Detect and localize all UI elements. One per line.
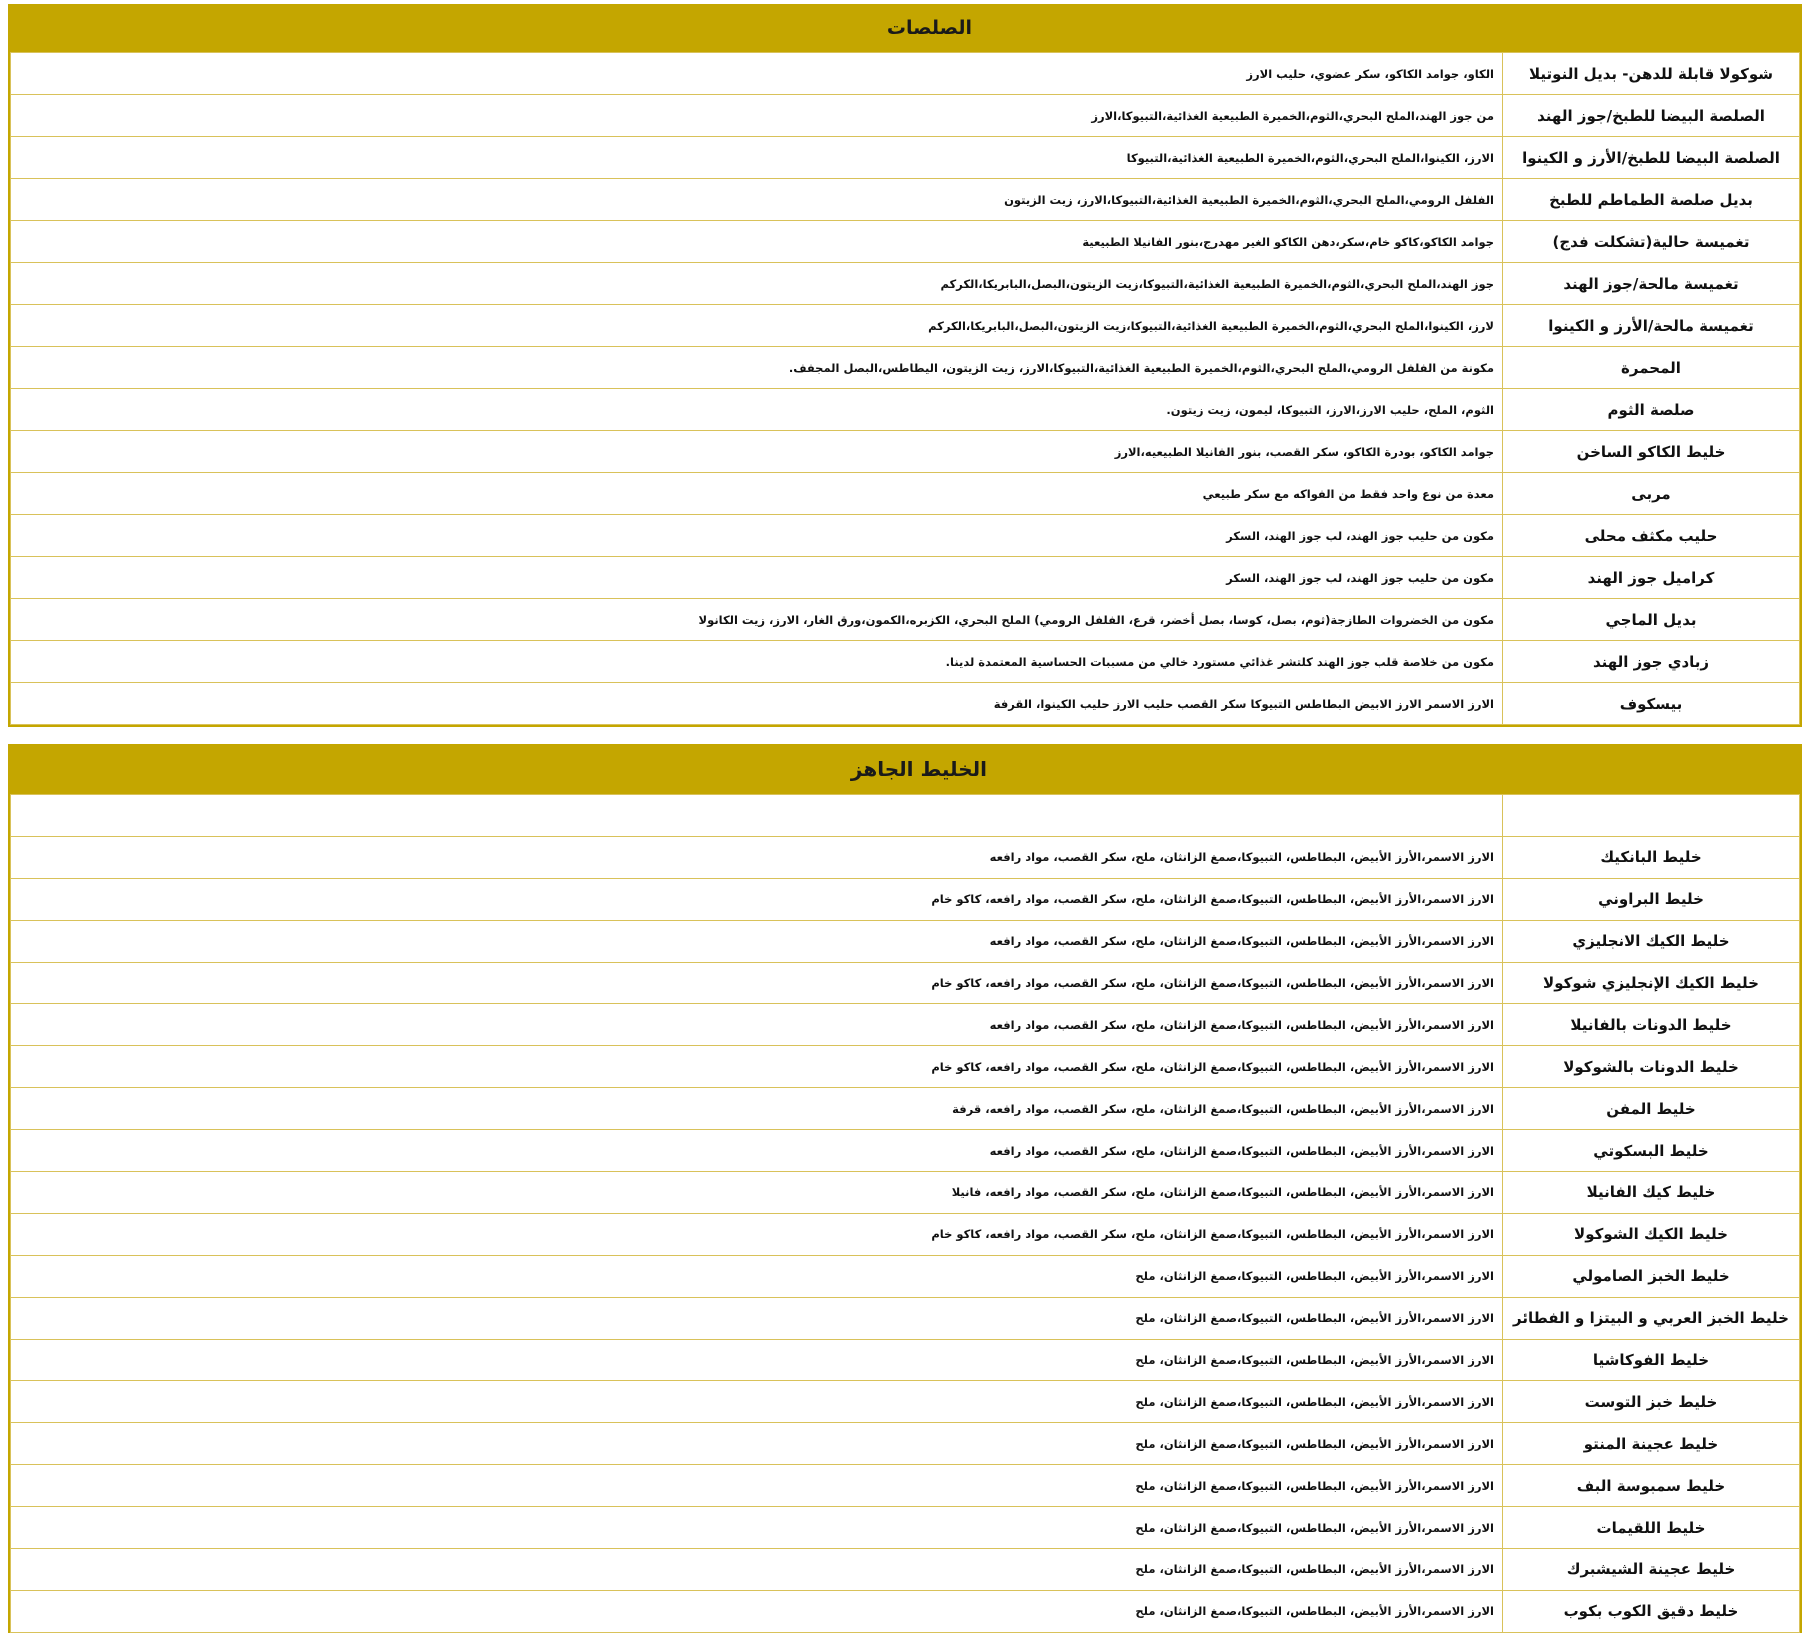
product-name-cell[interactable]: الصلصة البيضا للطبخ/جوز الهند	[1503, 95, 1800, 137]
product-name-cell[interactable]: المحمرة	[1503, 347, 1800, 389]
table-row	[11, 1549, 1800, 1591]
ingredients-cell[interactable]: الارز الاسمر،الأرز الأبيض، البطاطس، التبيوكا،صمغ الزانثان، ملح	[11, 1423, 1503, 1465]
product-name-cell[interactable]: خليط كيك الفانيلا	[1503, 1172, 1800, 1214]
product-name-cell[interactable]: خليط الدونات بالشوكولا	[1503, 1046, 1800, 1088]
table-row	[11, 1381, 1800, 1423]
product-name-cell[interactable]: تغميسة مالحة/جوز الهند	[1503, 263, 1800, 305]
product-name-cell[interactable]: خليط اللقيمات	[1503, 1507, 1800, 1549]
table-row	[11, 557, 1800, 599]
ingredients-cell[interactable]: الارز الاسمر،الأرز الأبيض، البطاطس، التبيوكا،صمغ الزانثان، ملح	[11, 1465, 1503, 1507]
table-row	[11, 878, 1800, 920]
ingredients-cell[interactable]: الارز الاسمر،الأرز الأبيض، البطاطس، التبيوكا،صمغ الزانثان، ملح، سكر القصب، مواد رافعه	[11, 1004, 1503, 1046]
ingredients-cell[interactable]: الارز الاسمر،الأرز الأبيض، البطاطس، التبيوكا،صمغ الزانثان، ملح، سكر القصب، مواد رافعه، كاكو خام	[11, 962, 1503, 1004]
ingredients-cell[interactable]: الارز الاسمر،الأرز الأبيض، البطاطس، التبيوكا،صمغ الزانثان، ملح، سكر القصب، مواد رافعه	[11, 1130, 1503, 1172]
ingredients-cell[interactable]: مكون من حليب جوز الهند، لب جوز الهند، السكر	[11, 515, 1503, 557]
ingredients-cell[interactable]: الارز الاسمر،الأرز الأبيض، البطاطس، التبيوكا،صمغ الزانثان، ملح، سكر القصب، مواد رافعه، كاكو خام	[11, 878, 1503, 920]
table-row	[11, 1507, 1800, 1549]
table-row	[11, 347, 1800, 389]
ready-mix-table	[8, 744, 1802, 1633]
ingredients-cell[interactable]: مكون من الخضروات الطازجة(ثوم، بصل، كوسا، بصل أخضر، قرع، الفلفل الرومي) الملح البحري، الكزبره،الكمون،ورق الغار، الارز، زيت الكانولا	[11, 599, 1503, 641]
ingredients-cell[interactable]: الارز الاسمر،الأرز الأبيض، البطاطس، التبيوكا،صمغ الزانثان، ملح	[11, 1590, 1503, 1632]
table-row	[11, 263, 1800, 305]
sauces-header	[8, 4, 1802, 52]
product-name-cell[interactable]: خليط عجينة المنتو	[1503, 1423, 1800, 1465]
table-row	[11, 1213, 1800, 1255]
ingredients-cell[interactable]	[11, 795, 1503, 837]
sauces-title: الصلصات	[886, 17, 972, 39]
product-name-cell[interactable]: خليط الفوكاشيا	[1503, 1339, 1800, 1381]
ingredients-cell[interactable]: معدة من نوع واحد فقط من الفواكه مع سكر طبيعي	[11, 473, 1503, 515]
table-row	[11, 1423, 1800, 1465]
ingredients-cell[interactable]: لارز، الكينوا،الملح البحري،الثوم،الخميرة الطبيعية الغذائية،التبيوكا،زيت الزيتون،البصل،البابريكا،الكركم	[11, 305, 1503, 347]
product-name-cell[interactable]	[1503, 795, 1800, 837]
ingredients-cell[interactable]: الارز الاسمر،الأرز الأبيض، البطاطس، التبيوكا،صمغ الزانثان، ملح	[11, 1507, 1503, 1549]
product-name-cell[interactable]: كراميل جوز الهند	[1503, 557, 1800, 599]
table-row	[11, 1339, 1800, 1381]
ready-mix-header	[8, 744, 1802, 794]
product-name-cell[interactable]: تغميسة حالية(تشكلت فدج)	[1503, 221, 1800, 263]
product-name-cell[interactable]: حليب مكثف محلى	[1503, 515, 1800, 557]
table-row	[11, 599, 1800, 641]
product-name-cell[interactable]: خليط المفن	[1503, 1088, 1800, 1130]
product-name-cell[interactable]: الصلصة البيضا للطبخ/الأرز و الكينوا	[1503, 137, 1800, 179]
table-row	[11, 95, 1800, 137]
ingredients-cell[interactable]: جوز الهند،الملح البحري،الثوم،الخميرة الطبيعية الغذائية،التبيوكا،زيت الزيتون،البصل،البابريكا،الكركم	[11, 263, 1503, 305]
product-name-cell[interactable]: خليط الخبز العربي و البيتزا و الفطائر	[1503, 1297, 1800, 1339]
table-row	[11, 221, 1800, 263]
product-name-cell[interactable]: بديل صلصة الطماطم للطبخ	[1503, 179, 1800, 221]
table-row	[11, 1297, 1800, 1339]
table-row	[11, 1088, 1800, 1130]
product-name-cell[interactable]: صلصة الثوم	[1503, 389, 1800, 431]
product-name-cell[interactable]: بديل الماجي	[1503, 599, 1800, 641]
sauces-rows	[11, 53, 1800, 725]
table-row	[11, 795, 1800, 837]
ingredients-cell[interactable]: الارز الاسمر،الأرز الأبيض، البطاطس، التبيوكا،صمغ الزانثان، ملح	[11, 1255, 1503, 1297]
ingredients-cell[interactable]: مكون من حليب جوز الهند، لب جوز الهند، السكر	[11, 557, 1503, 599]
table-row	[11, 305, 1800, 347]
product-name-cell[interactable]: خليط الكاكو الساخن	[1503, 431, 1800, 473]
ingredients-cell[interactable]: جوامد الكاكو،كاكو خام،سكر،دهن الكاكو الغير مهدرج،بنور الفانيلا الطبيعية	[11, 221, 1503, 263]
product-name-cell[interactable]: بيسكوف	[1503, 683, 1800, 725]
table-row	[11, 473, 1800, 515]
ingredients-cell[interactable]: الارز الاسمر،الأرز الأبيض، البطاطس، التبيوكا،صمغ الزانثان، ملح	[11, 1339, 1503, 1381]
table-row	[11, 1590, 1800, 1632]
ingredients-cell[interactable]: الثوم، الملح، حليب الارز،الارز، التبيوكا، ليمون، زيت زيتون.	[11, 389, 1503, 431]
ingredients-cell[interactable]: الارز الاسمر،الأرز الأبيض، البطاطس، التبيوكا،صمغ الزانثان، ملح، سكر القصب، مواد رافعه، كاكو خام	[11, 1213, 1503, 1255]
ingredients-cell[interactable]: الارز، الكينوا،الملح البحري،الثوم،الخميرة الطبيعية الغذائية،التبيوكا	[11, 137, 1503, 179]
ingredients-cell[interactable]: الكاو، جوامد الكاكو، سكر عضوي، حليب الارز	[11, 53, 1503, 95]
product-name-cell[interactable]: خليط الكيك الانجليزي	[1503, 920, 1800, 962]
table-row	[11, 431, 1800, 473]
product-name-cell[interactable]: تغميسة مالحة/الأرز و الكينوا	[1503, 305, 1800, 347]
table-row	[11, 641, 1800, 683]
table-row	[11, 137, 1800, 179]
product-name-cell[interactable]: خليط الكيك الإنجليزي شوكولا	[1503, 962, 1800, 1004]
product-name-cell[interactable]: خليط الخبز الصامولي	[1503, 1255, 1800, 1297]
table-row	[11, 179, 1800, 221]
product-name-cell[interactable]: خليط البراوني	[1503, 878, 1800, 920]
product-name-cell[interactable]: شوكولا قابلة للدهن- بديل النوتيلا	[1503, 53, 1800, 95]
ingredients-cell[interactable]: مكون من خلاصة قلب جوز الهند كلتشر غذائي مستورد خالي من مسببات الحساسية المعتمدة لدينا.	[11, 641, 1503, 683]
table-row	[11, 389, 1800, 431]
ingredients-cell[interactable]: الارز الاسمر،الأرز الأبيض، البطاطس، التبيوكا،صمغ الزانثان، ملح	[11, 1381, 1503, 1423]
table-row	[11, 962, 1800, 1004]
ingredients-cell[interactable]: الارز الاسمر،الأرز الأبيض، البطاطس، التبيوكا،صمغ الزانثان، ملح، سكر القصب، مواد رافعه، قرفة	[11, 1088, 1503, 1130]
table-row	[11, 1465, 1800, 1507]
table-row	[11, 920, 1800, 962]
product-name-cell[interactable]: خليط دقيق الكوب بكوب	[1503, 1590, 1800, 1632]
table-row	[11, 836, 1800, 878]
table-row	[11, 683, 1800, 725]
sauces-table	[8, 4, 1802, 727]
product-name-cell[interactable]: خليط الدونات بالفانيلا	[1503, 1004, 1800, 1046]
product-name-cell[interactable]: خليط عجينة الشيشبرك	[1503, 1549, 1800, 1591]
ingredients-cell[interactable]: الارز الاسمر الارز الابيض البطاطس التبيوكا سكر القصب حليب الارز حليب الكينوا، القرفة	[11, 683, 1503, 725]
product-name-cell[interactable]: زبادي جوز الهند	[1503, 641, 1800, 683]
ingredients-cell[interactable]: مكونة من الفلفل الرومي،الملح البحري،الثوم،الخميرة الطبيعية الغذائية،التبيوكا،الارز، زيت الزيتون، اليطاطس،البصل المجفف.	[11, 347, 1503, 389]
table-row	[11, 515, 1800, 557]
product-name-cell[interactable]: خليط خبز التوست	[1503, 1381, 1800, 1423]
ready-mix-title: الخليط الجاهز	[850, 757, 987, 781]
ready-mix-rows	[11, 795, 1800, 1633]
product-name-cell[interactable]: خليط سمبوسة البف	[1503, 1465, 1800, 1507]
product-name-cell[interactable]: خليط البسكوتي	[1503, 1130, 1800, 1172]
table-row	[11, 1130, 1800, 1172]
ingredients-cell[interactable]: الفلفل الرومي،الملح البحري،الثوم،الخميرة الطبيعية الغذائية،التبيوكا،الارز، زيت الزيتون	[11, 179, 1503, 221]
ingredients-cell[interactable]: جوامد الكاكو، بودرة الكاكو، سكر القصب، بنور الفانيلا الطبيعيه،الارز	[11, 431, 1503, 473]
ingredients-cell[interactable]: من جوز الهند،الملح البحري،الثوم،الخميرة الطبيعية الغذائية،التبيوكا،الارز	[11, 95, 1503, 137]
table-row	[11, 53, 1800, 95]
table-row	[11, 1004, 1800, 1046]
table-row	[11, 1172, 1800, 1214]
table-row	[11, 1255, 1800, 1297]
ingredients-cell[interactable]: الارز الاسمر،الأرز الأبيض، البطاطس، التبيوكا،صمغ الزانثان، ملح، سكر القصب، مواد رافعه	[11, 920, 1503, 962]
ingredients-cell[interactable]: الارز الاسمر،الأرز الأبيض، البطاطس، التبيوكا،صمغ الزانثان، ملح	[11, 1297, 1503, 1339]
table-row	[11, 1046, 1800, 1088]
ingredients-cell[interactable]: الارز الاسمر،الأرز الأبيض، البطاطس، التبيوكا،صمغ الزانثان، ملح، سكر القصب، مواد رافعه	[11, 836, 1503, 878]
product-name-cell[interactable]: خليط البانكيك	[1503, 836, 1800, 878]
product-name-cell[interactable]: مربى	[1503, 473, 1800, 515]
ingredients-cell[interactable]: الارز الاسمر،الأرز الأبيض، البطاطس، التبيوكا،صمغ الزانثان، ملح	[11, 1549, 1503, 1591]
ingredients-cell[interactable]: الارز الاسمر،الأرز الأبيض، البطاطس، التبيوكا،صمغ الزانثان، ملح، سكر القصب، مواد رافعه، فانيلا	[11, 1172, 1503, 1214]
ingredients-cell[interactable]: الارز الاسمر،الأرز الأبيض، البطاطس، التبيوكا،صمغ الزانثان، ملح، سكر القصب، مواد رافعه، كاكو خام	[11, 1046, 1503, 1088]
product-name-cell[interactable]: خليط الكيك الشوكولا	[1503, 1213, 1800, 1255]
